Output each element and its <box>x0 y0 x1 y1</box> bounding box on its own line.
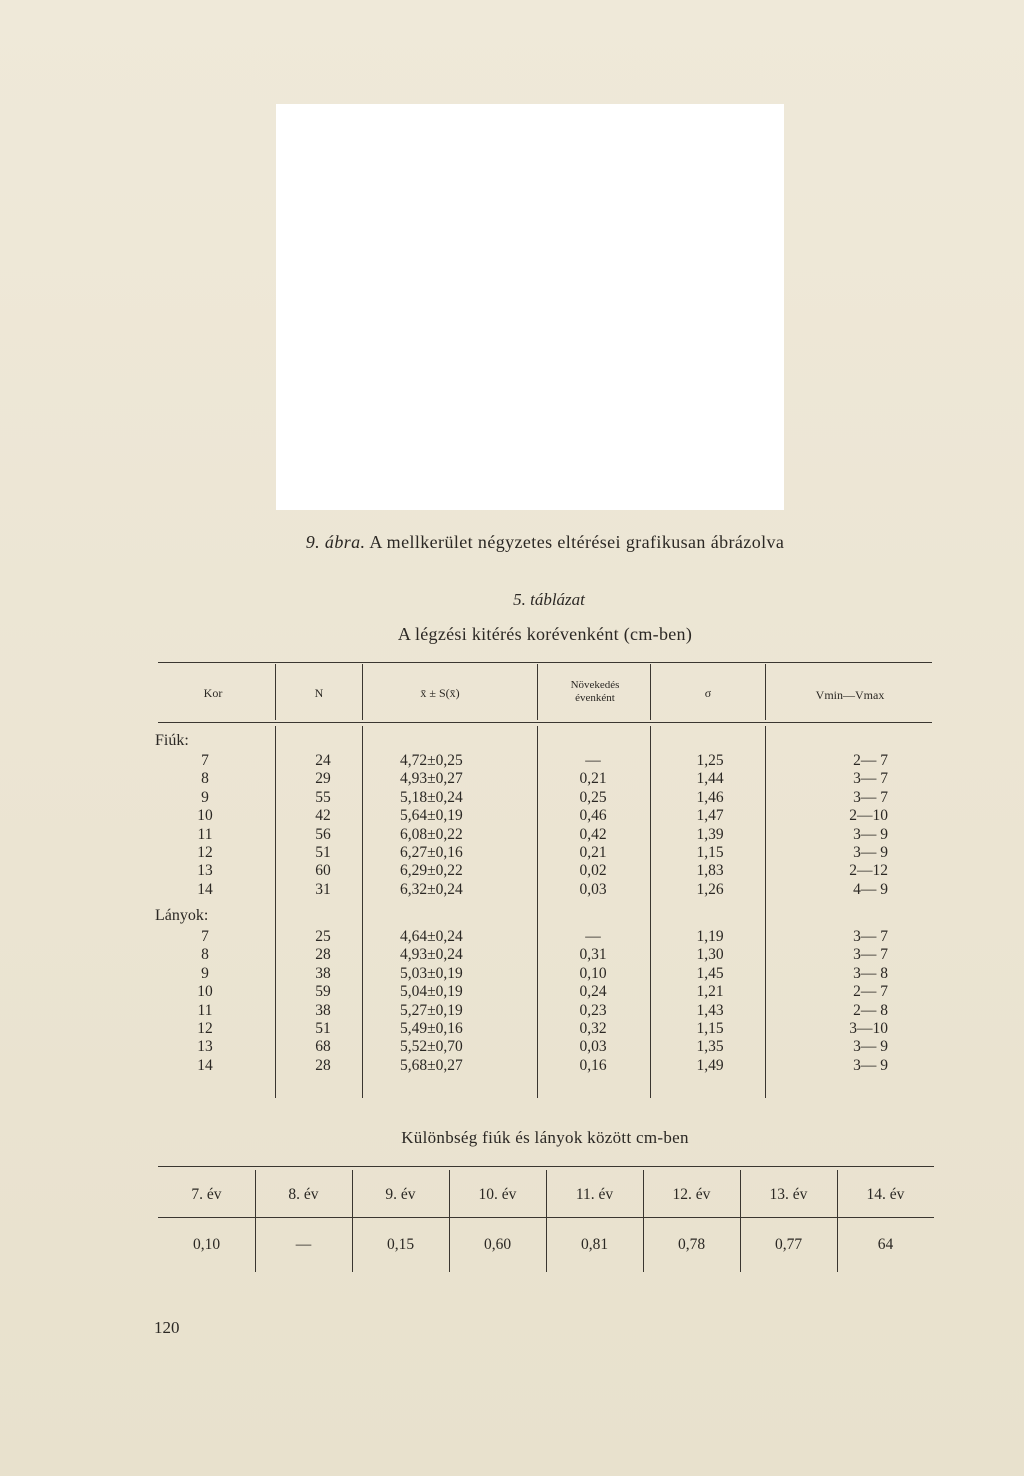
difference-divider <box>449 1170 450 1272</box>
cell-growth: 0,46 <box>579 807 607 825</box>
cell-n: 42 <box>315 807 331 825</box>
difference-divider <box>352 1170 353 1272</box>
figure-number: 9. ábra. <box>305 532 366 552</box>
cell-age: 7 <box>201 752 209 769</box>
cell-age: 11 <box>197 825 213 843</box>
cell-sigma: 1,15 <box>696 844 724 861</box>
difference-value: 0,77 <box>774 1236 803 1253</box>
cell-range: 3— 7 <box>853 928 888 945</box>
page-number: 120 <box>154 1318 180 1337</box>
difference-year: 8. év <box>288 1186 319 1203</box>
cell-range: 2— 7 <box>853 983 888 1001</box>
cell-n: 51 <box>315 1020 331 1037</box>
cell-mean: 5,64±0,19 <box>400 807 463 825</box>
cell-sigma: 1,21 <box>696 983 724 1001</box>
cell-growth: 0,03 <box>579 1038 607 1056</box>
difference-value: 0,81 <box>580 1236 609 1253</box>
cell-range: 3— 9 <box>853 1056 888 1074</box>
cell-age: 10 <box>197 983 213 1001</box>
cell-mean: 5,68±0,27 <box>400 1056 463 1074</box>
cell-sigma: 1,26 <box>696 880 724 898</box>
cell-age: 9 <box>201 788 209 806</box>
cell-sigma: 1,35 <box>696 1038 724 1056</box>
cell-range: 3— 8 <box>853 964 888 982</box>
difference-value: 0,15 <box>386 1236 415 1253</box>
cell-range: 4— 9 <box>853 880 888 898</box>
difference-value: 0,10 <box>192 1236 221 1253</box>
cell-n: 51 <box>315 844 331 861</box>
cell-growth: 0,21 <box>579 844 607 861</box>
cell-sigma: 1,44 <box>696 770 724 788</box>
cell-mean: 5,04±0,19 <box>400 983 463 1001</box>
cell-sigma: 1,43 <box>696 1001 724 1019</box>
difference-divider <box>837 1170 838 1272</box>
cell-range: 2— 7 <box>853 752 888 769</box>
cell-age: 14 <box>197 1056 213 1074</box>
cell-age: 9 <box>201 964 209 982</box>
cell-sigma: 1,45 <box>696 964 724 982</box>
cell-growth: 0,16 <box>579 1056 607 1074</box>
header-divider <box>765 664 766 720</box>
cell-range: 2—12 <box>849 862 888 880</box>
body-divider <box>275 726 276 1098</box>
header-n: N <box>314 686 324 700</box>
body-divider <box>650 726 651 1098</box>
cell-sigma: 1,30 <box>696 946 724 964</box>
cell-range: 2—10 <box>849 807 888 825</box>
table-header-rule <box>158 722 932 723</box>
cell-n: 28 <box>315 946 331 964</box>
difference-value: 0,78 <box>677 1236 706 1253</box>
difference-divider <box>255 1170 256 1272</box>
cell-n: 68 <box>315 1038 331 1056</box>
cell-range: 2— 8 <box>853 1001 888 1019</box>
difference-year: 11. év <box>575 1186 614 1203</box>
cell-mean: 5,18±0,24 <box>400 788 463 806</box>
cell-mean: 4,93±0,24 <box>400 946 463 964</box>
header-growth-line1: Növekedés <box>570 679 620 691</box>
difference-title: Különbség fiúk és lányok között cm-ben <box>401 1128 689 1147</box>
header-divider <box>537 664 538 720</box>
cell-mean: 4,64±0,24 <box>400 928 463 945</box>
cell-range: 3— 7 <box>853 788 888 806</box>
cell-growth: 0,42 <box>579 825 607 843</box>
body-divider <box>765 726 766 1098</box>
cell-sigma: 1,83 <box>696 862 724 880</box>
cell-n: 59 <box>315 983 331 1001</box>
cell-age: 14 <box>197 880 213 898</box>
difference-year: 10. év <box>478 1186 517 1203</box>
difference-year: 12. év <box>672 1186 711 1203</box>
cell-growth: 0,03 <box>579 880 607 898</box>
cell-mean: 6,08±0,22 <box>400 825 463 843</box>
cell-n: 31 <box>315 880 331 898</box>
figure-caption-text: A mellkerület négyzetes eltérései grafikusan ábrázolva <box>369 532 785 552</box>
cell-growth: 0,31 <box>579 946 607 964</box>
cell-range: 3— 7 <box>853 770 888 788</box>
cell-growth: 0,02 <box>579 862 607 880</box>
difference-divider <box>546 1170 547 1272</box>
cell-age: 8 <box>201 946 209 964</box>
cell-sigma: 1,15 <box>696 1020 724 1037</box>
figure-caption <box>0 532 1024 553</box>
cell-mean: 4,72±0,25 <box>400 752 463 769</box>
difference-year: 9. év <box>385 1186 416 1203</box>
cell-growth: 0,24 <box>579 983 607 1001</box>
cell-growth: — <box>585 928 601 945</box>
cell-age: 7 <box>201 928 209 945</box>
cell-age: 13 <box>197 862 213 880</box>
cell-mean: 4,93±0,27 <box>400 770 463 788</box>
header-mean: x̄ ± S(x̄) <box>420 686 460 700</box>
cell-mean: 6,32±0,24 <box>400 880 463 898</box>
cell-n: 28 <box>315 1056 331 1074</box>
cell-n: 55 <box>315 788 331 806</box>
difference-year: 7. év <box>191 1186 222 1203</box>
cell-range: 3— 9 <box>853 825 888 843</box>
table-title: A légzési kitérés korévenként (cm-ben) <box>397 624 693 644</box>
header-range: Vmin—Vmax <box>815 688 885 702</box>
cell-n: 29 <box>315 770 331 788</box>
cell-n: 60 <box>315 862 331 880</box>
cell-sigma: 1,47 <box>696 807 724 825</box>
header-growth <box>545 679 645 705</box>
cell-n: 24 <box>315 752 331 769</box>
cell-range: 3—10 <box>849 1020 888 1037</box>
cell-range: 3— 9 <box>853 844 888 861</box>
header-divider <box>650 664 651 720</box>
group-label-girls: Lányok: <box>155 907 209 924</box>
cell-sigma: 1,25 <box>696 752 724 769</box>
cell-mean: 5,49±0,16 <box>400 1020 463 1037</box>
cell-growth: 0,25 <box>579 788 607 806</box>
cell-range: 3— 9 <box>853 1038 888 1056</box>
cell-age: 11 <box>197 1001 213 1019</box>
cell-sigma: 1,46 <box>696 788 724 806</box>
body-divider <box>362 726 363 1098</box>
cell-growth: — <box>585 752 601 769</box>
difference-value: — <box>295 1236 312 1253</box>
difference-top-rule <box>158 1166 934 1167</box>
cell-growth: 0,32 <box>579 1020 607 1037</box>
difference-value: 0,60 <box>483 1236 512 1253</box>
difference-value: 64 <box>877 1236 894 1253</box>
cell-mean: 6,27±0,16 <box>400 844 463 861</box>
cell-age: 13 <box>197 1038 213 1056</box>
cell-sigma: 1,39 <box>696 825 724 843</box>
cell-age: 10 <box>197 807 213 825</box>
cell-growth: 0,21 <box>579 770 607 788</box>
cell-mean: 5,52±0,70 <box>400 1038 463 1056</box>
difference-divider <box>643 1170 644 1272</box>
cell-n: 38 <box>315 964 331 982</box>
cell-mean: 5,27±0,19 <box>400 1001 463 1019</box>
cell-sigma: 1,19 <box>696 928 724 945</box>
cell-age: 12 <box>197 1020 213 1037</box>
table-number: 5. táblázat <box>513 590 585 609</box>
header-growth-line2: évenként <box>575 692 615 704</box>
cell-growth: 0,23 <box>579 1001 607 1019</box>
cell-range: 3— 7 <box>853 946 888 964</box>
header-divider <box>362 664 363 720</box>
header-kor: Kor <box>203 686 223 700</box>
cell-sigma: 1,49 <box>696 1056 724 1074</box>
cell-growth: 0,10 <box>579 964 607 982</box>
body-divider <box>537 726 538 1098</box>
table-top-rule <box>158 662 932 663</box>
cell-n: 25 <box>315 928 331 945</box>
figure-9-image-area <box>276 104 784 510</box>
difference-year: 13. év <box>769 1186 808 1203</box>
cell-age: 12 <box>197 844 213 861</box>
cell-n: 38 <box>315 1001 331 1019</box>
cell-age: 8 <box>201 770 209 788</box>
header-sigma: σ <box>704 686 712 700</box>
cell-n: 56 <box>315 825 331 843</box>
header-divider <box>275 664 276 720</box>
difference-divider <box>740 1170 741 1272</box>
cell-mean: 6,29±0,22 <box>400 862 463 880</box>
group-label-boys: Fiúk: <box>155 732 189 749</box>
cell-mean: 5,03±0,19 <box>400 964 463 982</box>
difference-year: 14. év <box>866 1186 905 1203</box>
